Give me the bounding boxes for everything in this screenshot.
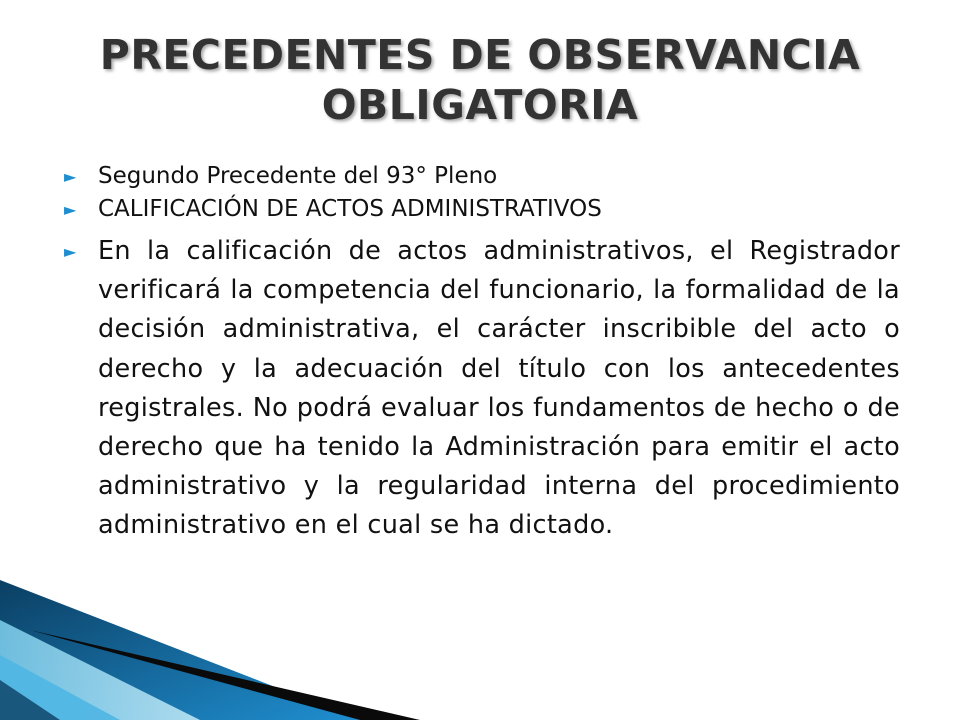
triangle-right-icon: ► [64, 242, 77, 261]
corner-decoration [0, 560, 420, 720]
bullet-item [64, 193, 900, 225]
bullet-text: Segundo Precedente del 93° Pleno [98, 163, 498, 189]
bullet-item [64, 232, 900, 546]
triangle-right-icon: ► [64, 200, 77, 219]
bullet-text: CALIFICACIÓN DE ACTOS ADMINISTRATIVOS [98, 196, 602, 222]
slide-title: PRECEDENTES DE OBSERVANCIA OBLIGATORIA [99, 31, 861, 129]
bullet-text: En la calificación de actos administrativos, el Registrador verificará la competencia del funcionario, la formalidad de la decisión administrativa, el carácter inscribible del acto o derecho y la adecuación del título con los antecedentes registrales. No podrá evaluar los fundamentos de hecho o de derecho que ha tenido la Administración para emitir el acto administrativo y la regularidad interna del procedimiento administrativo en el cual se ha dictado. [98, 236, 900, 541]
bullet-list [64, 160, 900, 546]
bullet-item [64, 160, 900, 192]
triangle-right-icon: ► [64, 167, 77, 186]
